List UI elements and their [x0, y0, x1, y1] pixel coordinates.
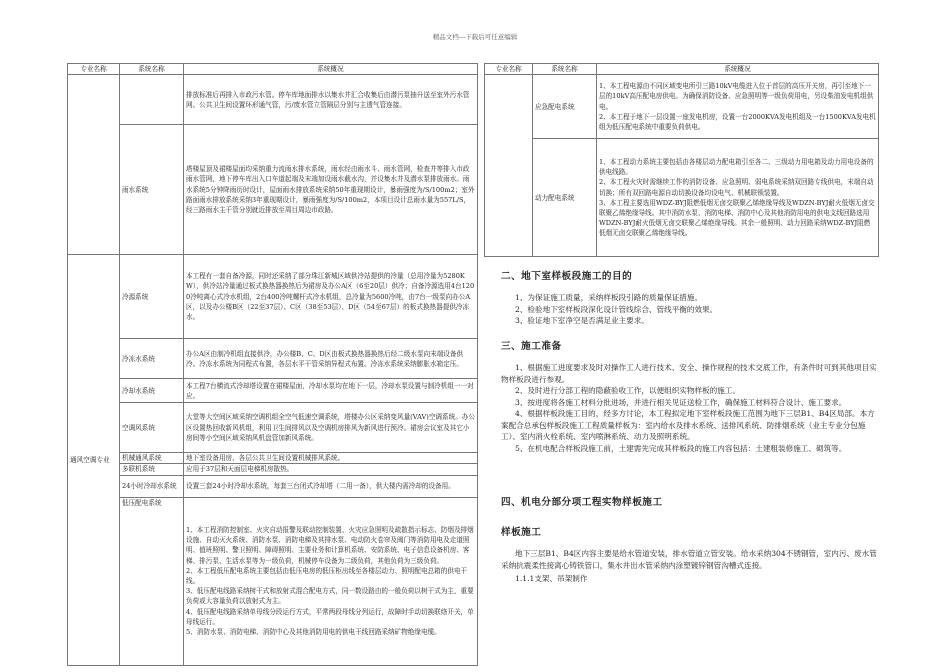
system-cell: [120, 75, 184, 125]
system-cell: 冷冻水系统: [120, 339, 184, 379]
table-row: [68, 475, 478, 497]
major-cell: [485, 75, 533, 257]
table-row: [68, 125, 478, 255]
system-cell: 冷源系统: [120, 255, 184, 339]
right-spec-table: [484, 63, 879, 257]
system-cell: 24小时冷却水系统: [120, 475, 184, 497]
section-2-list: [501, 292, 881, 327]
list-item: 1、为保证施工质量，采纳样板段引路的质量保证措施。: [515, 293, 703, 302]
list-item: 2、检验地下室样板段深化设计管线综合、管线平衡的效果。: [515, 304, 718, 314]
list-item: 5、在机电配合样板段施工前，土建需先完成其样板段的施工内容包括：土建粗装修施工、砌筑等。: [515, 443, 847, 453]
header-system: 系统名称: [120, 64, 184, 75]
table-row: [68, 497, 478, 665]
system-cell: 低压配电系统: [120, 497, 184, 665]
list-item: 3、按进度将各施工材料分批进场，并进行相关见证送检工作，确保施工材料符合设计、施工要求。: [515, 397, 847, 407]
system-cell: 空调风系统: [120, 403, 184, 453]
section-3-list: [501, 362, 881, 454]
overview-cell: 设置三套24小时冷却水系统，每套三台闭式冷却塔（二用一备），供大楼内需冷却的设备用。: [184, 475, 478, 497]
section-heading: 三、施工准备: [501, 341, 562, 352]
overview-cell: 1、本工程消防控制室、火灾自动报警及联动控制装置、火灾应急照明及疏散指示标志、防烟及排烟设施、自动灭火系统、消防水泵、消防电梯及其排水泵、电动防火卷帘及阀门等消防用电及走道照明、值班照明、警卫照明、障碍照明、主要业务和计算机系统、安防系统、电子信息设备机房、客梯、排污泵、生活水泵等为一级负荷，机械停车设备为二级负荷，其他负荷为三级负荷。 2、本工程低压配电系统主要包括由低压电房的低压柜出线至各楼层动力、照明配电总箱的供电干线。 3、低压配电线路采纳树干式和放射式混合配电方式，同一数设路由的一般负荷以树干式为主，重要负荷或大容量负荷以放射式为主。 4、低压配电线路采纳单母线分段运行方式，平常两段母线分列运行，故障时手动切换联络开关，单母线运行。 5、消防水泵、消防电梯、消防中心及其他消防用电的供电干线回路采纳矿物绝缘电缆。: [184, 497, 478, 665]
major-cell: [68, 75, 120, 255]
overview-cell: 排放标准后再排入市政污水管。停车库地面排水以集水井汇合收集后由潜污泵抽升送至室外污水管网。公共卫生间设置环形通气管，污/废水管立管隔层分别与主透气管连接。: [184, 75, 478, 125]
system-cell: 动力配电系统: [533, 139, 597, 257]
table-row: [68, 453, 478, 464]
overview-cell: 本工程有一套自备冷源，同时还采纳了部分珠江新城区域供冷站提供的冷量（总用冷量为5280KW），供冷站冷量通过板式换热器换热后为裙房及办公A区（6至20层）供冷；自备冷源选用4台1200冷吨离心式冷水机组，2台400冷吨螺杆式冷水机组，总冷量为5600冷吨，由7台一级泵向办公A区，以及办公楼B区（22至37层）、C区（38至53层）、D区（54至67层）的板式换热器提供冷冻水。: [184, 255, 478, 339]
overview-cell: 塔楼屋顶及裙楼屋面均采纳重力流雨水排水系统，雨水经由雨水斗、雨水管网，检查井等排入市政雨水管网，地下停车库出入口车道起端及末端加设雨水截水沟，并设集水井及潜水泵排放雨水。雨水系统5分钟降雨历时设计，屋面雨水排放系统采纳50年重现期设计，暴雨强度为/S/100m2；室外路面雨水排放系统采纳3年重现期设计，暴雨强度为/S/100m2，本项目设计总雨水量为557L/S，经三路雨水主干管分别就近排放至周目周边市政路。: [184, 125, 478, 255]
system-cell: 雨水系统: [120, 125, 184, 255]
paragraph: 地下三层B1、B4区内容主要是给水管道安装，排水管道立管安装。给水采纳304不锈钢管，室内污、废水管采纳抗震柔性接离心铸铁管口，集水井出水管采纳内涂塑镀锌钢管沟槽式连接。: [501, 549, 877, 570]
section-heading: 二、地下室样板段施工的目的: [501, 271, 633, 282]
header-overview: 系统概况: [184, 64, 478, 75]
table-header-row: [68, 64, 478, 75]
overview-cell: 应用于37层和天面层电梯机房散热。: [184, 464, 478, 475]
table-row: [485, 139, 879, 257]
overview-cell: 大堂等大空间区域采纳空调机组全空气低速空调系统，塔楼办公区采纳变风量(VAV)空调系统。办公区设置热回收新风机组，利用卫生间排风以及空调机房排风为新风进行预冷。裙房会议室及其它小房间等小空间区域采纳风机盘管加新风系统。: [184, 403, 478, 453]
overview-cell: 地下室设备用房、各层公共卫生间设置机械排风系统。: [184, 453, 478, 464]
header-note: 精品文档---下载后可任意编辑: [432, 33, 518, 41]
table-row: [68, 75, 478, 125]
left-spec-table: [67, 63, 478, 666]
table-row: [68, 403, 478, 453]
system-cell: 冷却水系统: [120, 379, 184, 403]
overview-cell: 1、本工程动力系统主要包括由各楼层动力配电箱引至各二、三级动力用电箱及动力用电设备的供电线路。 2、本工程火灾时需继续工作的消防设备、应急照明、弱电系统采纳双回路专线供电，末端自动切换；所有双回路电源自动切换设备均设电气、机械联锁装置。 3、本工程主要选用WDZ-BYJ阻燃低烟无卤交联聚乙烯绝缘导线及WDZN-BYJ耐火低烟无卤交联聚乙烯绝缘导线。其中消防水泵、消防电梯、消防中心及其他消防用电的供电支线回路选用WDZN-BYJ耐火低烟无卤交联聚乙烯绝缘导线。其余一般照明、动力回路采纳WDZ-BYJ阻燃低烟无卤交联聚乙烯绝缘导线。: [597, 139, 879, 257]
list-item: 1、根据施工进度要求及时对操作工人进行技术、安全、操作规程的技术交底工作，有条件时可到其他项目实物样板段进行参观。: [501, 363, 877, 384]
list-item: 1.1.1支架、吊架制作: [515, 574, 588, 583]
overview-cell: 办公A区由制冷机组直接供冷，办公楼B、C、D区由板式换热器换热后经二级水泵向末端设备供冷。冷冻水系统为同程式布置，各层水平干管采纳异程式布置。冷冻水系统采纳膨胀水箱定压。: [184, 339, 478, 379]
table-row: [485, 75, 879, 139]
subsection-heading: 样板施工: [501, 527, 542, 538]
table-row: [68, 255, 478, 339]
list-item: 4、根据样板段施工目的，经多方讨论，本工程拟定地下室样板段施工范围为地下三层B1、B4区局部。本方案配合总承包样板段施工工程质量样板为：室内给水及排水系统、送排风系统、防排烟系统（业主专业分包施工）、室内消火栓系统、室内喷淋系统、动力及照明系统。: [501, 409, 875, 441]
subsection-body: [501, 548, 881, 585]
header-system: 系统名称: [533, 64, 597, 75]
header-major: 专业名称: [68, 64, 120, 75]
table-row: [68, 379, 478, 403]
table-header-row: [485, 64, 879, 75]
overview-cell: 本工程7台横流式冷却塔设置在裙楼屋面，冷却水泵均在地下一层，冷却水泵设置与制冷机组一一对应。: [184, 379, 478, 403]
header-overview: 系统概况: [597, 64, 879, 75]
system-cell: 应急配电系统: [533, 75, 597, 139]
header-major: 专业名称: [485, 64, 533, 75]
table-row: [68, 464, 478, 475]
table-row: [68, 339, 478, 379]
major-cell: 通风空调专业: [68, 255, 120, 665]
section-heading: 四、机电分部分项工程实物样板施工: [501, 497, 663, 508]
list-item: 2、及时进行分部工程的隐蔽验收工作，以便组织实物样板的施工。: [515, 386, 741, 395]
overview-cell: 1、本工程电源由不同区域变电所引三路10kV电缆进入位于首层的高压开关房，再引至地下一层的10kV高压配电房供电。为确保消防设备、应急照明等一级负荷用电，另设柴油发电机组供电。 2、本工程于地下一层设置一座发电机房，设置一台2000KVA发电机组及一台1500KVA发电机组为低压配电系统中重要负荷供电。: [597, 75, 879, 139]
system-cell: 多联机系统: [120, 464, 184, 475]
list-item: 3、验证地下室净空是否满足业主要求。: [515, 316, 649, 325]
system-cell: 机械通风系统: [120, 453, 184, 464]
